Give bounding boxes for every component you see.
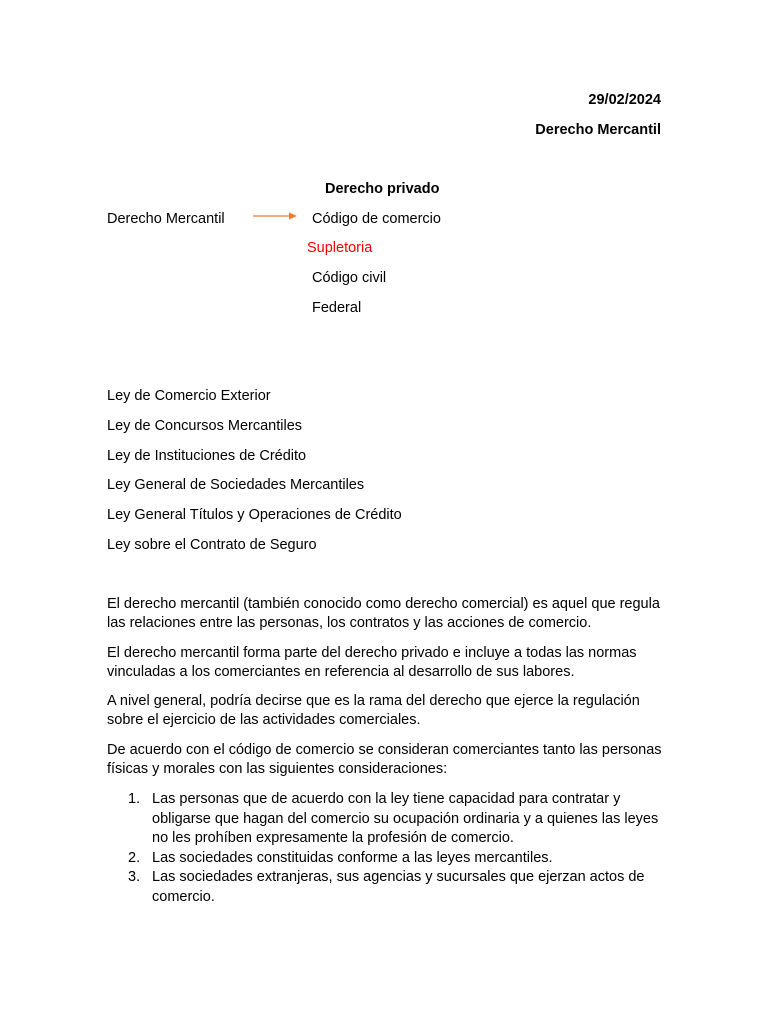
list-item xyxy=(107,790,667,849)
list-item-number: 3. xyxy=(128,869,141,885)
paragraph: De acuerdo con el código de comercio se consideran comerciantes tanto las personas físicas y morales con las siguientes consideraciones: xyxy=(107,742,662,777)
list-item-text: Las sociedades constituidas conforme a las leyes mercantiles. xyxy=(152,849,553,866)
numbered-list xyxy=(107,790,667,907)
paragraph: El derecho mercantil (también conocido como derecho comercial) es aquel que regula las relaciones entre las personas, los contratos y las acciones de comercio. xyxy=(107,596,660,631)
law-item: Ley General de Sociedades Mercantiles xyxy=(107,477,365,493)
document-subject: Derecho Mercantil xyxy=(535,122,661,138)
list-item-text: Las personas que de acuerdo con la ley tiene capacidad para contratar y obligarse que hagan del comercio su ocupación ordinaria y a quienes las leyes no les prohíben expresamente la profesión de comercio. xyxy=(152,791,659,846)
document-date: 29/02/2024 xyxy=(588,92,661,108)
diagram-title: Derecho privado xyxy=(325,181,440,197)
arrow-right-icon xyxy=(253,211,298,221)
list-item xyxy=(107,849,667,869)
law-item: Ley de Instituciones de Crédito xyxy=(107,448,307,464)
diagram-source: Derecho Mercantil xyxy=(107,211,225,227)
paragraph: El derecho mercantil forma parte del derecho privado e incluye a todas las normas vinculadas a los comerciantes en referencia al desarrollo de sus labores. xyxy=(107,645,637,680)
diagram-target: Código de comercio xyxy=(312,211,441,227)
law-item: Ley sobre el Contrato de Seguro xyxy=(107,537,317,553)
paragraph: A nivel general, podría decirse que es la rama del derecho que ejerce la regulación sobre el ejercicio de las actividades comerciales. xyxy=(107,693,640,728)
law-item: Ley de Comercio Exterior xyxy=(107,388,271,404)
list-item-number: 1. xyxy=(128,791,141,807)
diagram-item-federal: Federal xyxy=(312,300,362,316)
list-item-text: Las sociedades extranjeras, sus agencias y sucursales que ejerzan actos de comercio. xyxy=(152,869,645,905)
law-item: Ley General Títulos y Operaciones de Crédito xyxy=(107,507,402,523)
law-item: Ley de Concursos Mercantiles xyxy=(107,418,303,434)
list-item xyxy=(107,868,667,907)
list-item-number: 2. xyxy=(128,849,141,866)
diagram-item-codigo-civil: Código civil xyxy=(312,270,387,286)
diagram-supletoria: Supletoria xyxy=(307,240,373,256)
